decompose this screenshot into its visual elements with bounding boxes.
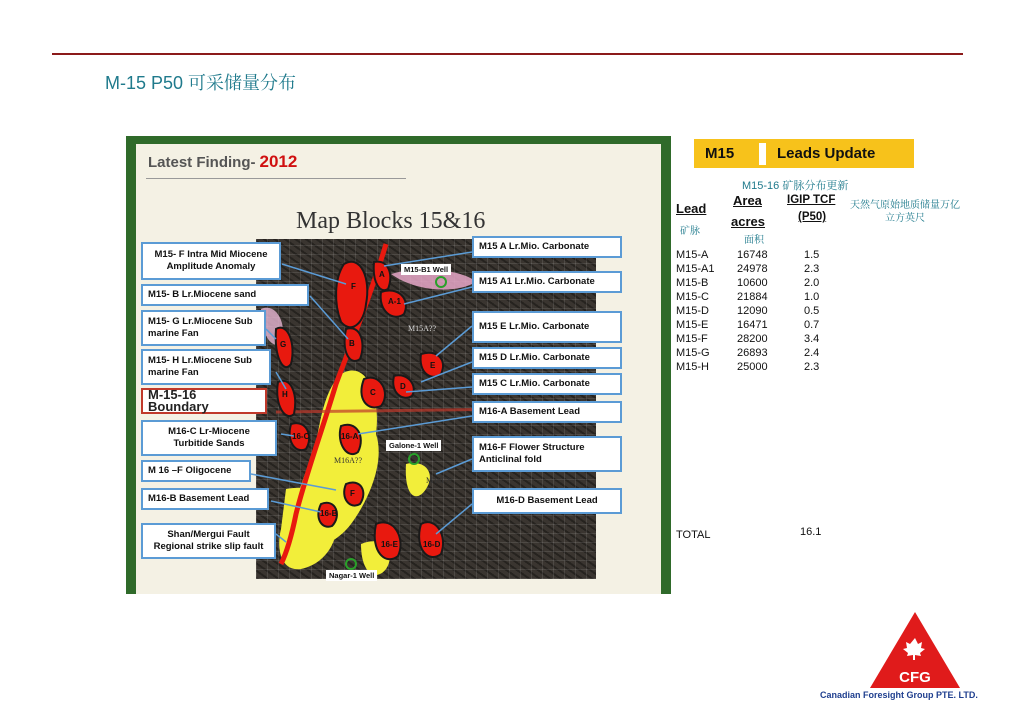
lead-tag-f: F: [351, 282, 356, 291]
lead-tag-16a: 16-A: [341, 432, 359, 441]
well-marker-nagar-1: [346, 559, 356, 569]
cell-lead: M15-F: [676, 333, 708, 345]
callout-m15-g: M15- G Lr.Miocene Sub marine Fan: [141, 310, 266, 346]
logo-caption: Canadian Foresight Group PTE. LTD.: [820, 690, 978, 700]
cell-lead: M15-G: [676, 347, 710, 359]
callout-m15-e: M15 E Lr.Mio. Carbonate: [472, 311, 622, 343]
lead-tag-a: A: [379, 270, 385, 279]
callout-m15-f: M15- F Intra Mid Miocene Amplitude Anomaly: [141, 242, 281, 280]
lead-tag-c: C: [370, 388, 376, 397]
callout-m16-d: M16-D Basement Lead: [472, 488, 622, 514]
cell-lead: M15-H: [676, 361, 710, 373]
lead-tag-g: G: [280, 340, 287, 349]
cell-igip: 0.5: [804, 305, 820, 317]
cell-igip: 3.4: [804, 333, 820, 345]
total-value: 16.1: [800, 526, 822, 538]
cell-igip: 2.4: [804, 347, 820, 359]
callout-m15-c: M15 C Lr.Mio. Carbonate: [472, 373, 622, 395]
callout-m15-16-boundary: M-15-16 Boundary: [141, 388, 267, 414]
callout-m15-a1: M15 A1 Lr.Mio. Carbonate: [472, 271, 622, 293]
table-subtitle: M15-16 矿脉分布更新: [742, 180, 849, 192]
leads-update-title: Leads Update: [777, 145, 876, 162]
cell-igip: 2.0: [804, 277, 820, 289]
total-label: TOTAL: [676, 529, 711, 541]
callout-m16-f-flower: M16-F Flower Structure Anticlinal fold: [472, 436, 622, 472]
leads-update-header: [694, 139, 914, 168]
lead-tag-b: B: [349, 339, 355, 348]
well-label-m15-b1: M15-B1 Well: [401, 264, 451, 275]
top-divider: [52, 53, 963, 55]
cell-area: 24978: [737, 263, 768, 275]
lead-tag-h: H: [282, 390, 288, 399]
cell-area: 10600: [737, 277, 768, 289]
cell-area: 25000: [737, 361, 768, 373]
callout-m15-h: M15- H Lr.Miocene Sub marine Fan: [141, 349, 271, 385]
area-label-m16f: M16F??: [426, 476, 453, 485]
callout-m16-c: M16-C Lr-Miocene Turbitide Sands: [141, 420, 277, 456]
header-area: Area: [733, 193, 762, 208]
cell-area: 26893: [737, 347, 768, 359]
cell-lead: M15-A1: [676, 263, 715, 275]
header-lead-cn: 矿脉: [680, 226, 700, 237]
cell-igip: 1.5: [804, 249, 820, 261]
lead-tag-16b: 16-B: [320, 509, 338, 518]
header-igip: IGIP TCF: [787, 194, 836, 206]
cfg-logo: [860, 610, 970, 690]
cell-lead: M15-A: [676, 249, 709, 261]
cell-lead: M15-D: [676, 305, 710, 317]
map-image-panel: [126, 136, 671, 594]
cell-lead: M15-C: [676, 291, 710, 303]
cell-igip: 1.0: [804, 291, 820, 303]
area-label-m16a: M16A??: [334, 456, 362, 465]
cell-area: 12090: [737, 305, 768, 317]
cell-area: 21884: [737, 291, 768, 303]
cell-area: 28200: [737, 333, 768, 345]
header-igip-p50: (P50): [798, 211, 827, 223]
area-label-m15a: M15A??: [408, 324, 436, 333]
leads-update-block: M15: [705, 145, 735, 162]
callout-m16-f: M 16 –F Oligocene: [141, 460, 251, 482]
cell-area: 16471: [737, 319, 768, 331]
callout-m16-a: M16-A Basement Lead: [472, 401, 622, 423]
cell-igip: 0.7: [804, 319, 820, 331]
header-area-unit: acres: [731, 214, 765, 229]
cell-igip: 2.3: [804, 361, 820, 373]
cell-area: 16748: [737, 249, 768, 261]
lead-tag-16c: 16-C: [292, 432, 310, 441]
lead-tag-a1: A-1: [388, 297, 401, 306]
callout-shan-mergui-fault: Shan/Mergui Fault Regional strike slip fault: [141, 523, 276, 559]
cell-igip: 2.3: [804, 263, 820, 275]
callout-m15-b: M15- B Lr.Miocene sand: [141, 284, 309, 306]
sand-body-16b: [279, 488, 337, 570]
map-canvas: [136, 144, 661, 594]
well-label-nagar-1: Nagar-1 Well: [326, 570, 377, 581]
leads-update-gap: [759, 143, 766, 165]
logo-text: CFG: [899, 669, 931, 686]
lead-tag-16d: 16-D: [423, 540, 441, 549]
lead-tag-16e: 16-E: [381, 540, 398, 549]
map-title: Map Blocks 15&16: [296, 208, 486, 234]
well-label-galone-1: Galone-1 Well: [386, 440, 441, 451]
latest-finding-year: 2012: [259, 152, 298, 171]
page-title: M-15 P50 可采储量分布: [105, 73, 297, 93]
lead-tag-d: D: [400, 382, 406, 391]
lead-tag-e: E: [430, 361, 436, 370]
callout-m15-d: M15 D Lr.Mio. Carbonate: [472, 347, 622, 369]
lead-tag-16f: F: [350, 489, 355, 498]
callout-m16-b: M16-B Basement Lead: [141, 488, 269, 510]
header-lead: Lead: [676, 201, 707, 216]
well-marker-galone-1: [409, 454, 419, 464]
header-igip-cn: 天然气原始地质储量万亿立方英尺: [850, 200, 960, 224]
latest-finding-text: Latest Finding-: [148, 154, 256, 171]
cell-lead: M15-E: [676, 319, 709, 331]
cell-lead: M15-B: [676, 277, 709, 289]
header-area-cn: 面积: [744, 235, 764, 246]
callout-m15-a: M15 A Lr.Mio. Carbonate: [472, 236, 622, 258]
lead-m15-f: [336, 262, 367, 327]
